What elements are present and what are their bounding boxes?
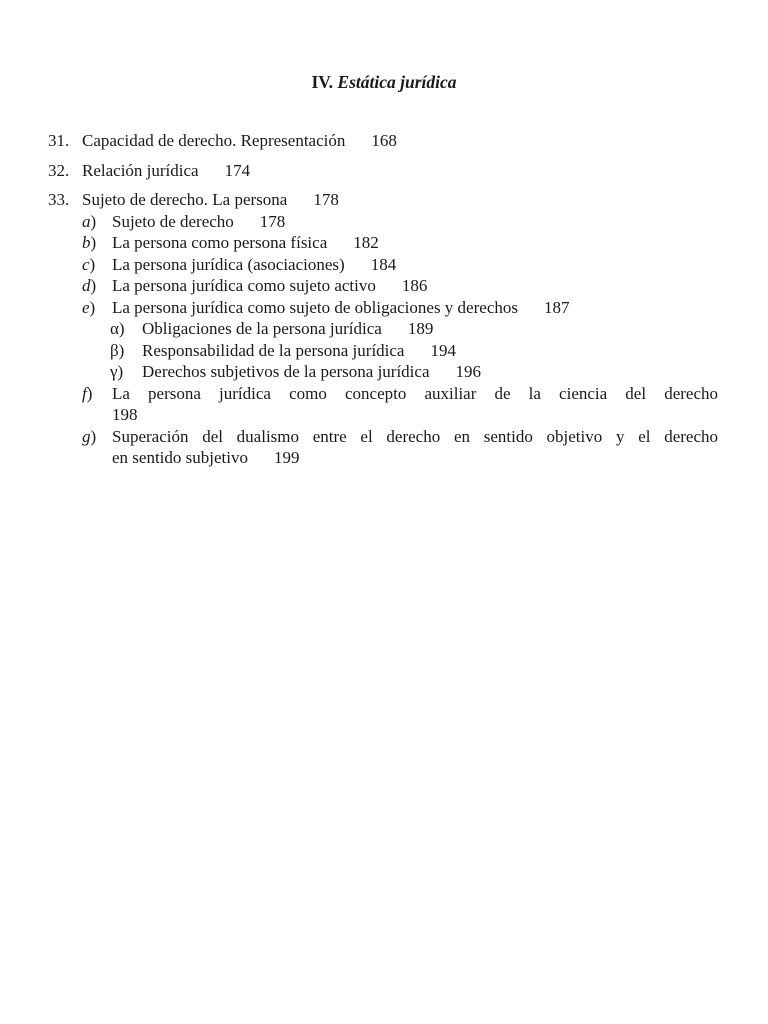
entry-text: Relación jurídica [82, 160, 199, 180]
toc-subentry-d [48, 275, 718, 297]
subentry-label: a) [82, 211, 97, 231]
subentry-page: 178 [259, 211, 286, 231]
subentry-text: La persona como persona física [112, 233, 328, 252]
subentry-page: 198 [112, 405, 138, 424]
subsubentry-text: Obligaciones de la persona jurídica [142, 319, 382, 338]
section-heading [0, 72, 768, 93]
toc-subentry-g [48, 426, 718, 469]
subsubentry-text: Derechos subjetivos de la persona jurídica [142, 362, 430, 381]
entry-number: 32. [48, 160, 70, 180]
subentry-page: 182 [353, 233, 379, 252]
subsubentry-label: α) [110, 319, 125, 338]
toc-subentry-e [48, 297, 718, 319]
subentry-page: 187 [543, 297, 570, 317]
subentry-label: g) [82, 426, 97, 446]
toc-subsubentry-beta [48, 340, 718, 362]
toc-subentry-a [48, 211, 718, 233]
entry-page: 174 [224, 160, 251, 180]
subsubentry-page: 196 [455, 362, 481, 381]
section-title: Estática jurídica [337, 72, 457, 92]
subentry-page: 199 [273, 448, 300, 467]
toc-entry-32 [48, 160, 718, 182]
subentry-label: d) [82, 276, 97, 295]
subsubentry-page: 189 [407, 319, 434, 338]
subentry-text-line1: Superación del dualismo entre el derecho en sentido objetivo y el derecho [112, 426, 718, 446]
toc-subsubentry-gamma [48, 361, 718, 383]
entry-text: Capacidad de derecho. Representación [82, 131, 346, 150]
subentry-text: La persona jurídica como concepto auxiliar de la ciencia del derecho [112, 383, 718, 403]
subentry-label: f) [82, 383, 93, 403]
toc-entry-31 [48, 130, 718, 152]
toc-list [48, 130, 718, 469]
subsubentry-label: γ) [110, 362, 124, 381]
subsubentry-text: Responsabilidad de la persona jurídica [142, 340, 405, 360]
subentry-label: c) [82, 254, 96, 274]
toc-entry-33 [48, 189, 718, 211]
subentry-page: 186 [401, 276, 428, 295]
subentry-text: Sujeto de derecho [112, 211, 234, 231]
toc-subentry-c [48, 254, 718, 276]
toc-subentry-f [48, 383, 718, 426]
entry-number: 31. [48, 131, 70, 150]
entry-page: 168 [371, 131, 397, 150]
subsubentry-label: β) [110, 340, 125, 360]
subentry-text: La persona jurídica como sujeto de obligaciones y derechos [112, 297, 518, 317]
entry-number: 33. [48, 190, 70, 209]
section-roman: IV. [311, 72, 334, 92]
subentry-text-line2: en sentido subjetivo 199 [112, 448, 300, 467]
subentry-text: La persona jurídica como sujeto activo [112, 276, 376, 295]
entry-text: Sujeto de derecho. La persona [82, 190, 288, 209]
toc-subsubentry-alpha [48, 318, 718, 340]
subsubentry-page: 194 [430, 340, 456, 360]
subentry-page: 184 [370, 254, 397, 274]
subentry-label: e) [82, 297, 96, 317]
subentry-label: b) [82, 233, 97, 252]
toc-subentry-b [48, 232, 718, 254]
entry-page: 178 [313, 190, 339, 209]
subentry-text: La persona jurídica (asociaciones) [112, 254, 345, 274]
